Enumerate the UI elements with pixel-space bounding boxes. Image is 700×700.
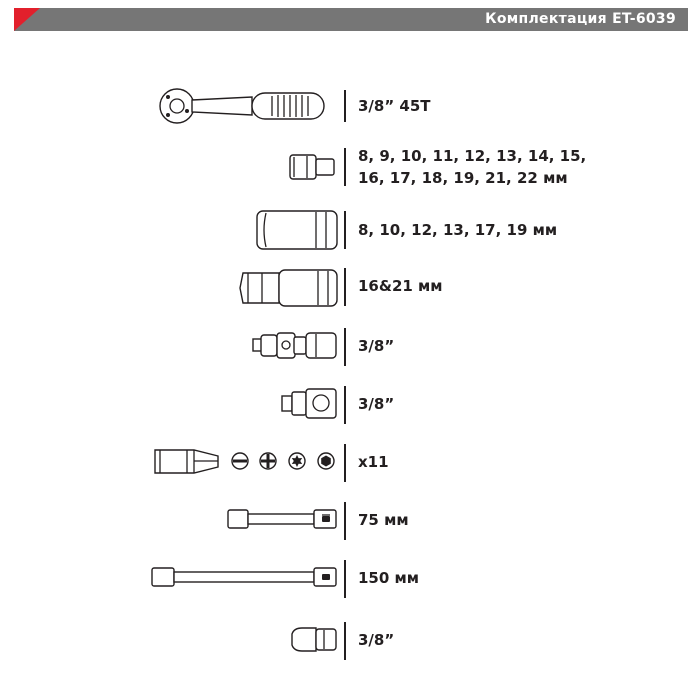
divider [344, 502, 346, 540]
item-universal-joint [0, 320, 700, 372]
divider [344, 622, 346, 660]
bits-label: x11 [358, 453, 389, 471]
item-extension-75 [0, 494, 700, 546]
item-short-sockets [0, 140, 700, 192]
item-ratchet [0, 80, 700, 132]
universal-joint-icon [0, 320, 700, 372]
divider [344, 444, 346, 482]
item-extension-150 [0, 552, 700, 604]
ratchet-handle-icon [0, 80, 700, 132]
header-accent [14, 8, 40, 31]
bit-adapter-icon [0, 378, 700, 430]
universal-joint-label: 3/8” [358, 337, 395, 355]
extension-150-label: 150 мм [358, 569, 420, 587]
header [0, 0, 700, 40]
ratchet-label: 3/8” 45T [358, 97, 431, 115]
extension-bar-short-icon [0, 494, 700, 546]
item-bits [0, 436, 700, 488]
divider [344, 268, 346, 306]
spark-plug-sockets-label: 16&21 мм [358, 277, 443, 295]
divider [344, 90, 346, 122]
item-spark-plug-sockets [0, 260, 700, 312]
divider [344, 148, 346, 186]
extension-75-label: 75 мм [358, 511, 409, 529]
short-socket-icon [0, 140, 700, 192]
short-sockets-label-line1: 8, 9, 10, 11, 12, 13, 14, 15, [358, 147, 587, 165]
deep-sockets-label: 8, 10, 12, 13, 17, 19 мм [358, 221, 558, 239]
spark-plug-socket-icon [0, 260, 700, 312]
divider [344, 328, 346, 366]
adapter-icon [0, 614, 700, 666]
deep-socket-icon [0, 203, 700, 255]
divider [344, 386, 346, 424]
bit-adapter-label: 3/8” [358, 395, 395, 413]
item-adapter [0, 614, 700, 666]
extension-bar-long-icon [0, 552, 700, 604]
divider [344, 211, 346, 249]
adapter-label: 3/8” [358, 631, 395, 649]
divider [344, 560, 346, 598]
page-title: Комплектация ET-6039 [485, 11, 676, 27]
item-deep-sockets [0, 203, 700, 255]
screwdriver-bits-icon [0, 436, 700, 488]
item-bit-adapter [0, 378, 700, 430]
short-sockets-label-line2: 16, 17, 18, 19, 21, 22 мм [358, 169, 568, 187]
